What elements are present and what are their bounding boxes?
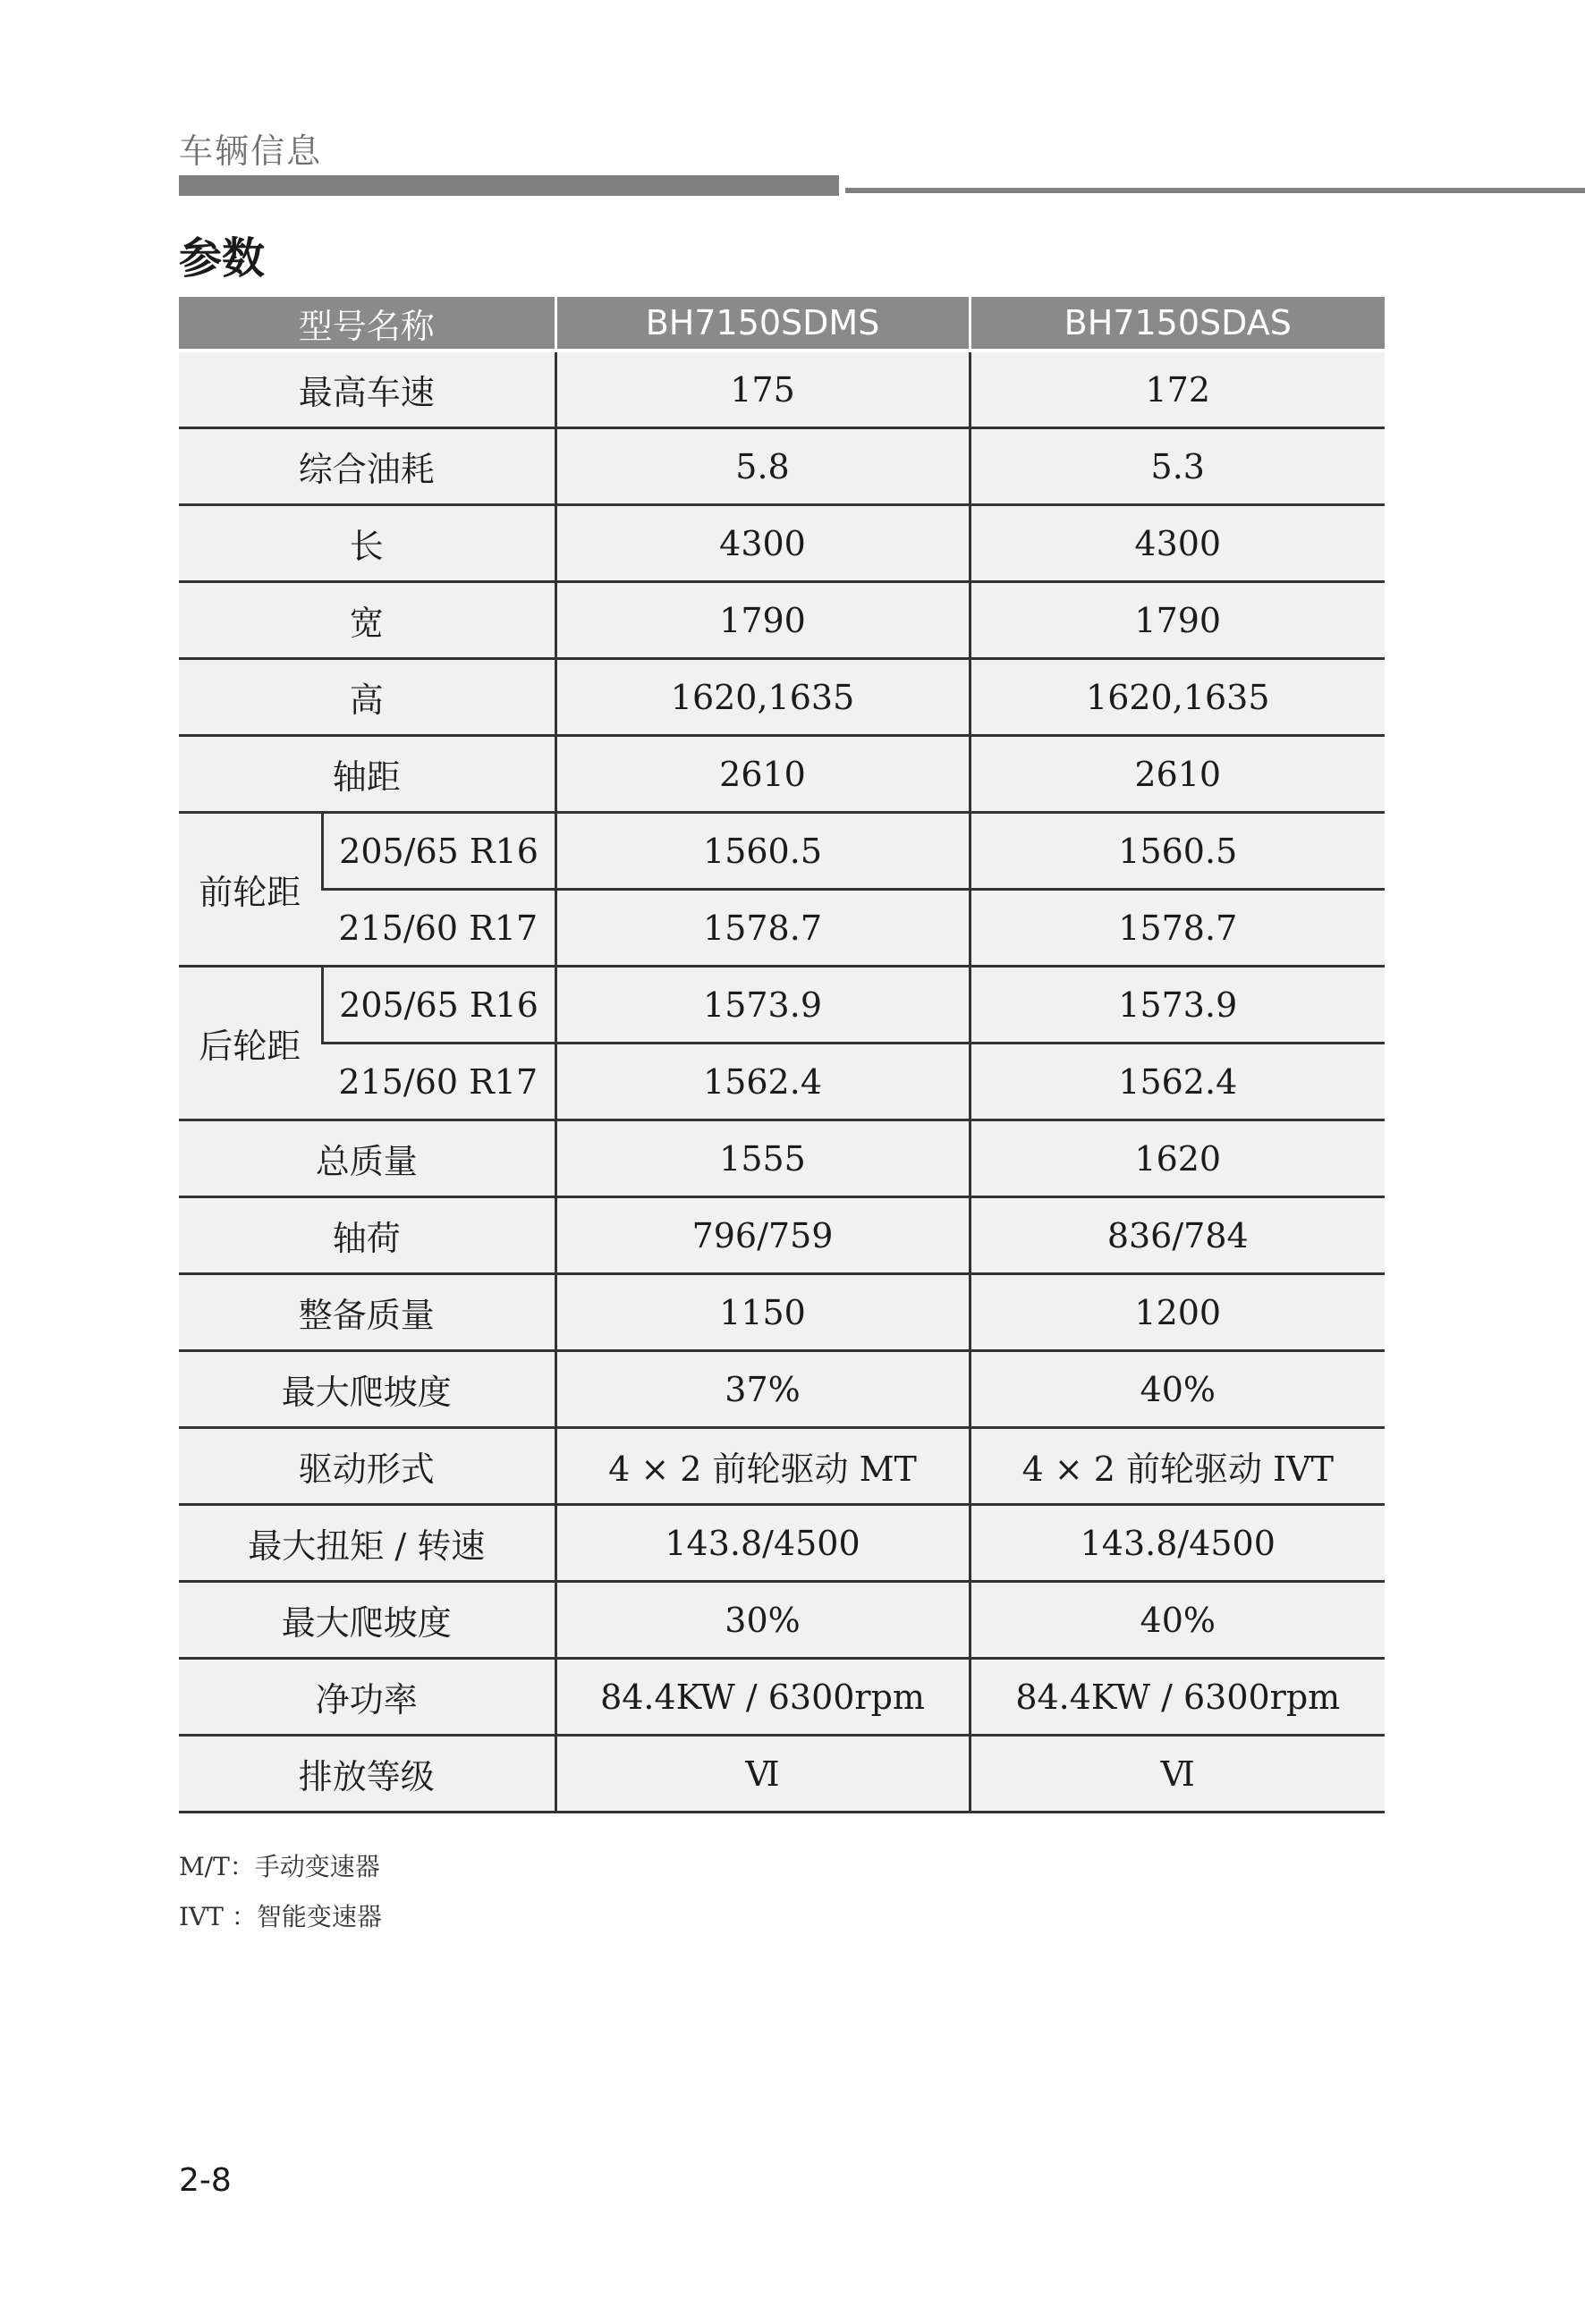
cell-value: 836/784 [970, 1197, 1385, 1274]
table-row [179, 659, 1385, 736]
cell-value: 40% [970, 1351, 1385, 1428]
cell-value: 172 [970, 351, 1385, 428]
table-row [179, 582, 1385, 659]
cell-value: 4 × 2 前轮驱动 IVT [970, 1428, 1385, 1505]
row-label: 最大爬坡度 [179, 1582, 555, 1659]
row-label: 整备质量 [179, 1274, 555, 1351]
cell-value: 175 [555, 351, 970, 428]
table-row [179, 813, 1385, 890]
cell-value: 1562.4 [970, 1044, 1385, 1120]
row-label: 长 [179, 505, 555, 582]
cell-value: 1150 [555, 1274, 970, 1351]
row-label: 轴荷 [179, 1197, 555, 1274]
cell-value: 1555 [555, 1120, 970, 1197]
page-number: 2-8 [179, 2162, 232, 2199]
cell-value: 84.4KW / 6300rpm [970, 1659, 1385, 1736]
column-header-bh7150sdms: BH7150SDMS [555, 297, 970, 351]
group-label-front-track: 前轮距 [179, 813, 322, 967]
table-row [179, 1428, 1385, 1505]
cell-value: 1560.5 [555, 813, 970, 890]
cell-value: 4 × 2 前轮驱动 MT [555, 1428, 970, 1505]
cell-value: 4300 [555, 505, 970, 582]
cell-value: 84.4KW / 6300rpm [555, 1659, 970, 1736]
cell-value: 1562.4 [555, 1044, 970, 1120]
row-label: 总质量 [179, 1120, 555, 1197]
footnotes [179, 1842, 382, 1942]
table-row [179, 1736, 1385, 1813]
cell-value: 1578.7 [970, 890, 1385, 967]
row-sublabel: 205/65 R16 [322, 967, 555, 1044]
table-row [179, 1274, 1385, 1351]
cell-value: 1200 [970, 1274, 1385, 1351]
cell-value: 1620,1635 [555, 659, 970, 736]
table-row [179, 1197, 1385, 1274]
cell-value: 1560.5 [970, 813, 1385, 890]
cell-value: 30% [555, 1582, 970, 1659]
table-row [179, 428, 1385, 505]
row-sublabel: 205/65 R16 [322, 813, 555, 890]
table-row [179, 736, 1385, 813]
cell-value: 1790 [555, 582, 970, 659]
cell-value: 796/759 [555, 1197, 970, 1274]
row-sublabel: 215/60 R17 [322, 890, 555, 967]
cell-value: 1620 [970, 1120, 1385, 1197]
footnote-mt: M/T：手动变速器 [179, 1852, 380, 1881]
row-label: 驱动形式 [179, 1428, 555, 1505]
running-header: 车辆信息 [179, 131, 323, 171]
table-row [179, 351, 1385, 428]
footnote-ivt: IVT ：智能变速器 [179, 1902, 382, 1931]
row-label: 综合油耗 [179, 428, 555, 505]
cell-value: 5.8 [555, 428, 970, 505]
cell-value: 2610 [555, 736, 970, 813]
cell-value: 1573.9 [970, 967, 1385, 1044]
table-row [179, 1044, 1385, 1120]
cell-value: 143.8/4500 [555, 1505, 970, 1582]
table-row [179, 967, 1385, 1044]
row-label: 最大扭矩 / 转速 [179, 1505, 555, 1582]
cell-value: Ⅵ [555, 1736, 970, 1813]
section-title: 参数 [179, 233, 266, 283]
header-bar-thin [845, 188, 1585, 193]
row-label: 净功率 [179, 1659, 555, 1736]
cell-value: 1790 [970, 582, 1385, 659]
table-row [179, 1120, 1385, 1197]
table-row [179, 1659, 1385, 1736]
row-label: 最高车速 [179, 351, 555, 428]
row-sublabel: 215/60 R17 [322, 1044, 555, 1120]
table-row [179, 1351, 1385, 1428]
table-row [179, 890, 1385, 967]
row-label: 最大爬坡度 [179, 1351, 555, 1428]
row-label: 排放等级 [179, 1736, 555, 1813]
cell-value: 1573.9 [555, 967, 970, 1044]
table-row [179, 1505, 1385, 1582]
header-bar-thick [179, 175, 839, 196]
cell-value: 2610 [970, 736, 1385, 813]
row-label: 高 [179, 659, 555, 736]
cell-value: 4300 [970, 505, 1385, 582]
cell-value: 37% [555, 1351, 970, 1428]
cell-value: Ⅵ [970, 1736, 1385, 1813]
cell-value: 143.8/4500 [970, 1505, 1385, 1582]
cell-value: 40% [970, 1582, 1385, 1659]
column-header-bh7150sdas: BH7150SDAS [970, 297, 1385, 351]
cell-value: 1578.7 [555, 890, 970, 967]
table-row [179, 1582, 1385, 1659]
group-label-rear-track: 后轮距 [179, 967, 322, 1120]
table-header-row [179, 297, 1385, 351]
spec-table [179, 297, 1385, 1813]
cell-value: 1620,1635 [970, 659, 1385, 736]
cell-value: 5.3 [970, 428, 1385, 505]
row-label: 轴距 [179, 736, 555, 813]
table-row [179, 505, 1385, 582]
column-header-model: 型号名称 [179, 297, 555, 351]
row-label: 宽 [179, 582, 555, 659]
